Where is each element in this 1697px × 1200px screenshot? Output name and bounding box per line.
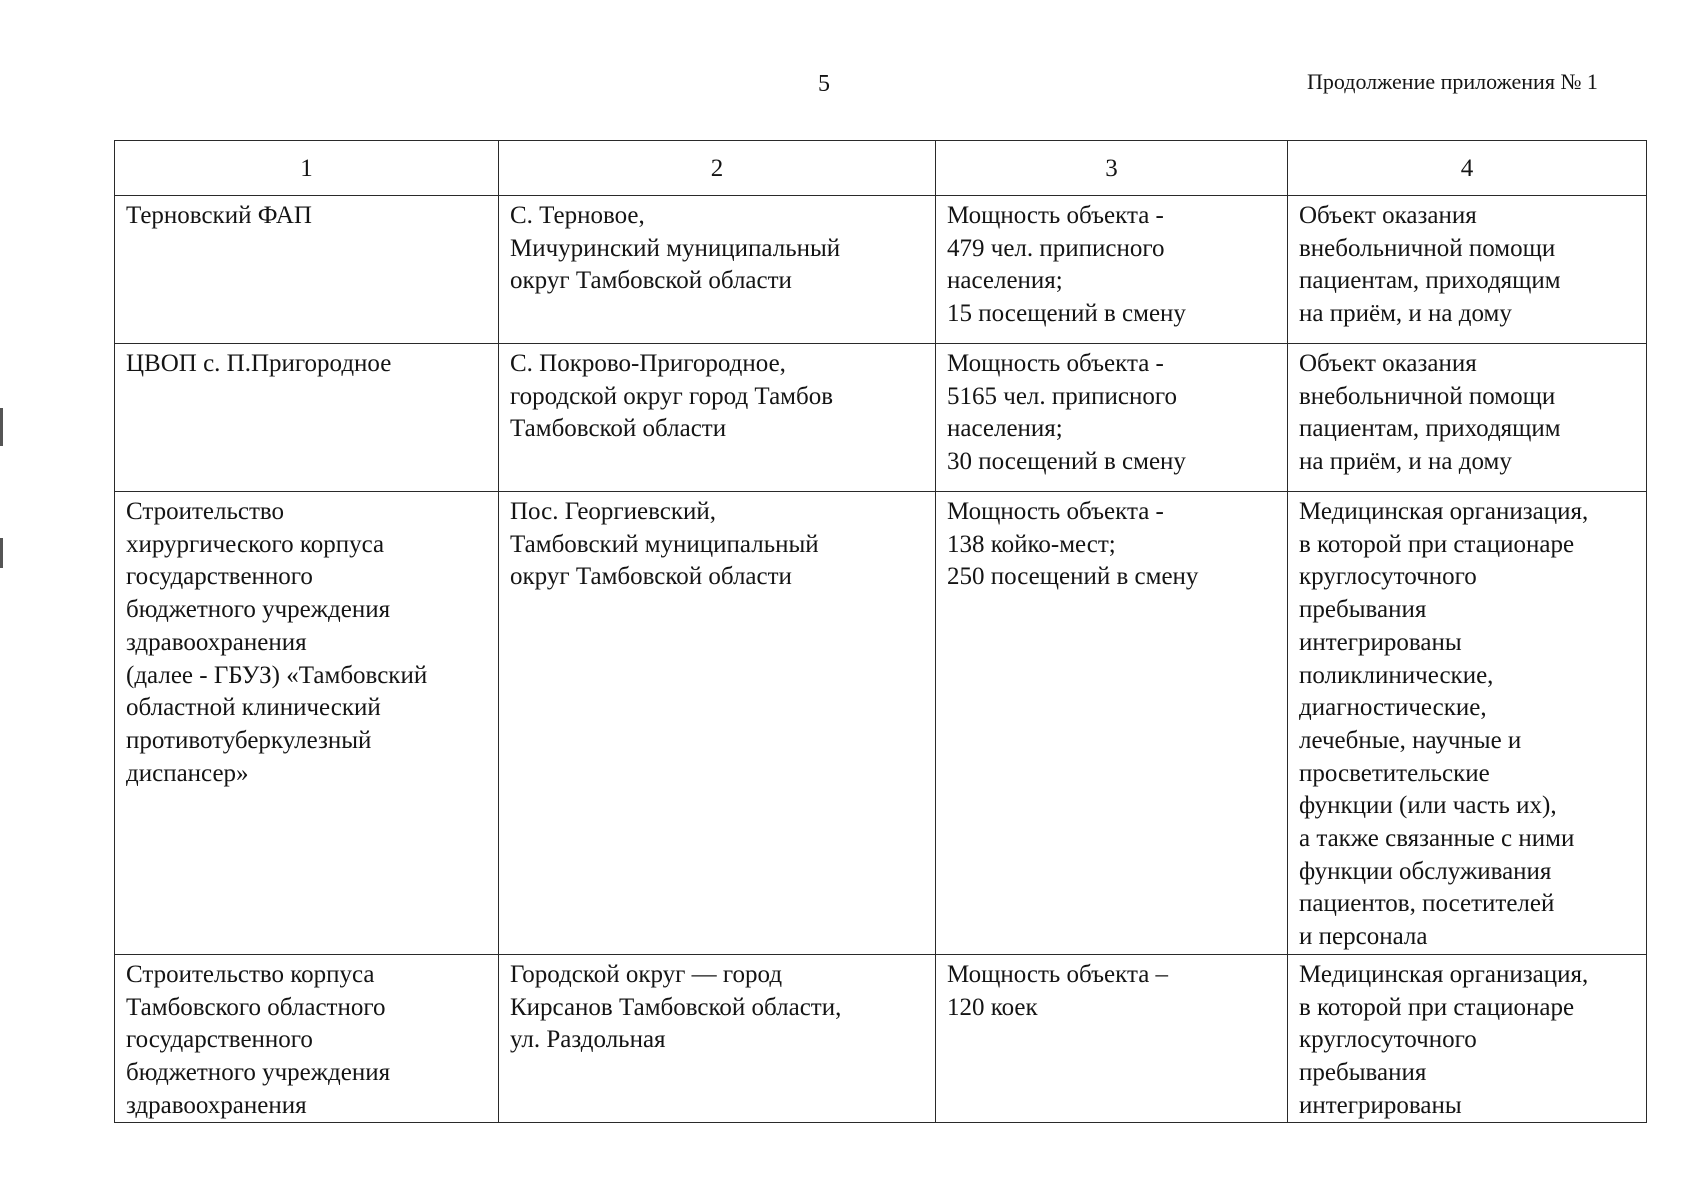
cell-text-line: Медицинская организация, xyxy=(1299,498,1589,525)
cell-text-line: пациентов, посетителей xyxy=(1299,890,1555,918)
facilities-table xyxy=(114,140,1647,1123)
cell-text-line: 15 посещений в смену xyxy=(947,300,1186,328)
cell-text-line: 30 посещений в смену xyxy=(947,448,1186,476)
cell-text-line: (далее - ГБУЗ) «Тамбовский xyxy=(126,661,428,689)
table-header-row xyxy=(115,141,1647,196)
description-cell xyxy=(1288,492,1647,955)
column-header: 1 xyxy=(115,141,499,196)
capacity-cell xyxy=(936,492,1288,955)
cell-text-line: Тамбовского областного xyxy=(126,993,386,1021)
cell-text-line: ЦВОП с. П.Пригородное xyxy=(126,350,392,377)
location-cell xyxy=(499,492,936,955)
cell-text-line: пациентам, приходящим xyxy=(1299,267,1561,295)
cell-text-line: городской округ город Тамбов xyxy=(510,382,834,410)
cell-text-line: государственного xyxy=(126,563,313,591)
facility-name-cell xyxy=(115,954,499,1123)
cell-text-line: пребывания xyxy=(1299,596,1427,624)
cell-text-line: областной клинический xyxy=(126,694,381,722)
column-header: 4 xyxy=(1288,141,1647,196)
table-row xyxy=(115,196,1647,344)
description-cell xyxy=(1288,196,1647,344)
page-number: 5 xyxy=(818,71,830,97)
cell-text-line: ул. Раздольная xyxy=(510,1026,666,1054)
location-cell xyxy=(499,196,936,344)
cell-text-line: на приём, и на дому xyxy=(1299,300,1512,328)
cell-text-line: поликлинические, xyxy=(1299,661,1494,689)
cell-text-line: округ Тамбовской области xyxy=(510,267,792,295)
table-row xyxy=(115,954,1647,1123)
cell-text-line: противотуберкулезный xyxy=(126,726,372,754)
scan-edge-mark xyxy=(0,408,3,446)
description-cell xyxy=(1288,954,1647,1123)
cell-text-line: диагностические, xyxy=(1299,694,1487,722)
cell-text-line: Тамбовский муниципальный xyxy=(510,530,819,558)
cell-text-line: и персонала xyxy=(1299,923,1428,951)
cell-text-line: пациентам, приходящим xyxy=(1299,415,1561,443)
table-row xyxy=(115,492,1647,955)
cell-text-line: С. Терновое, xyxy=(510,202,645,229)
cell-text-line: внебольничной помощи xyxy=(1299,382,1556,410)
table-row xyxy=(115,344,1647,492)
cell-text-line: на приём, и на дому xyxy=(1299,448,1512,476)
facility-name-cell xyxy=(115,492,499,955)
cell-text-line: функции (или часть их), xyxy=(1299,792,1557,820)
facility-name-cell xyxy=(115,196,499,344)
cell-text-line: Медицинская организация, xyxy=(1299,960,1589,988)
cell-text-line: в которой при стационаре xyxy=(1299,993,1575,1021)
cell-text-line: интегрированы xyxy=(1299,1091,1462,1119)
cell-text-line: Городской округ — город xyxy=(510,960,783,988)
cell-text-line: 120 коек xyxy=(947,993,1038,1021)
cell-text-line: Мощность объекта – xyxy=(947,960,1169,988)
cell-text-line: Кирсанов Тамбовской области, xyxy=(510,993,842,1021)
column-header: 3 xyxy=(936,141,1288,196)
cell-text-line: функции обслуживания xyxy=(1299,857,1552,885)
cell-text-line: 479 чел. приписного xyxy=(947,234,1165,262)
scan-edge-mark xyxy=(0,538,3,568)
cell-text-line: Тамбовской области xyxy=(510,415,727,443)
cell-text-line: интегрированы xyxy=(1299,628,1462,656)
description-cell xyxy=(1288,344,1647,492)
cell-text-line: населения; xyxy=(947,267,1063,295)
cell-text-line: населения; xyxy=(947,415,1063,443)
cell-text-line: пребывания xyxy=(1299,1058,1427,1086)
cell-text-line: здравоохранения xyxy=(126,628,307,656)
cell-text-line: Строительство корпуса xyxy=(126,960,375,988)
location-cell xyxy=(499,954,936,1123)
cell-text-line: бюджетного учреждения xyxy=(126,596,391,624)
cell-text-line: просветительские xyxy=(1299,759,1490,787)
cell-text-line: Пос. Георгиевский, xyxy=(510,498,717,525)
cell-text-line: хирургического корпуса xyxy=(126,530,385,558)
cell-text-line: Мощность объекта - xyxy=(947,350,1164,377)
cell-text-line: государственного xyxy=(126,1026,313,1054)
facility-name-cell xyxy=(115,344,499,492)
column-header: 2 xyxy=(499,141,936,196)
cell-text-line: Терновский ФАП xyxy=(126,202,312,229)
capacity-cell xyxy=(936,196,1288,344)
cell-text-line: 5165 чел. приписного xyxy=(947,382,1178,410)
cell-text-line: 250 посещений в смену xyxy=(947,563,1199,591)
cell-text-line: округ Тамбовской области xyxy=(510,563,792,591)
cell-text-line: Объект оказания xyxy=(1299,350,1477,377)
cell-text-line: Мичуринский муниципальный xyxy=(510,234,841,262)
cell-text-line: Строительство xyxy=(126,498,285,525)
cell-text-line: круглосуточного xyxy=(1299,1026,1477,1054)
cell-text-line: диспансер» xyxy=(126,759,249,787)
location-cell xyxy=(499,344,936,492)
cell-text-line: здравоохранения xyxy=(126,1091,307,1119)
cell-text-line: в которой при стационаре xyxy=(1299,530,1575,558)
cell-text-line: 138 койко-мест; xyxy=(947,530,1116,558)
capacity-cell xyxy=(936,344,1288,492)
capacity-cell xyxy=(936,954,1288,1123)
cell-text-line: Мощность объекта - xyxy=(947,498,1164,525)
cell-text-line: а также связанные с ними xyxy=(1299,825,1575,853)
cell-text-line: Объект оказания xyxy=(1299,202,1477,229)
appendix-continuation-note: Продолжение приложения № 1 xyxy=(1307,69,1598,94)
cell-text-line: лечебные, научные и xyxy=(1299,726,1522,754)
cell-text-line: внебольничной помощи xyxy=(1299,234,1556,262)
cell-text-line: бюджетного учреждения xyxy=(126,1058,391,1086)
cell-text-line: С. Покрово-Пригородное, xyxy=(510,350,786,377)
cell-text-line: круглосуточного xyxy=(1299,563,1477,591)
cell-text-line: Мощность объекта - xyxy=(947,202,1164,229)
